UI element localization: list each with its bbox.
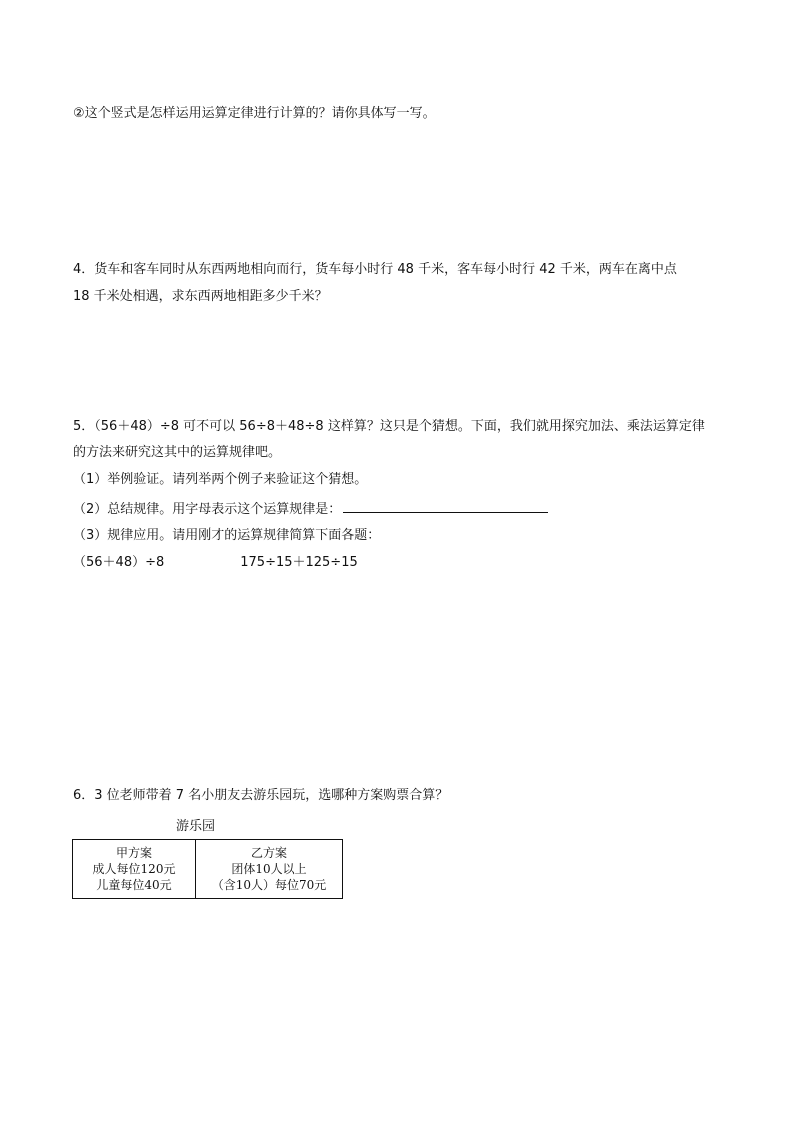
q4-text-line2: 18 千米处相遇，求东西两地相距多少千米？ — [73, 289, 328, 304]
plan-a-cell — [73, 840, 196, 898]
answer-blank — [343, 500, 548, 513]
q5-sub1: （1）举例验证。请列举两个例子来验证这个猜想。 — [73, 472, 368, 487]
plan-b-name: 乙方案 — [250, 846, 287, 860]
q4-text-line1: 4．货车和客车同时从东西两地相向而行，货车每小时行 48 千米，客车每小时行 42 千米，两车在离中点 — [73, 262, 677, 277]
q5-expressions — [73, 555, 358, 571]
plan-b-line1: 团体10人以上 — [231, 862, 307, 876]
q5-sub2-row — [73, 500, 548, 518]
q3-part2-text: ②这个竖式是怎样运用运算定律进行计算的？请你具体写一写。 — [73, 106, 436, 121]
table-title: 游乐园 — [176, 819, 216, 834]
q5-expr2: 175÷15＋125÷15 — [240, 555, 358, 570]
q5-sub2-text: （2）总结规律。用字母表示这个运算规律是： — [73, 502, 342, 517]
plan-table — [72, 839, 343, 899]
plan-b-cell — [196, 840, 342, 898]
plan-a-line1: 成人每位120元 — [92, 862, 176, 876]
q5-sub3: （3）规律应用。请用刚才的运算规律简算下面各题： — [73, 528, 381, 543]
q6-text-line1: 6．3 位老师带着 7 名小朋友去游乐园玩，选哪种方案购票合算？ — [73, 788, 449, 803]
plan-a-name: 甲方案 — [115, 846, 152, 860]
q5-text-line2: 的方法来研究这其中的运算规律吧。 — [73, 445, 282, 460]
plan-b-line2: （含10人）每位70元 — [211, 878, 327, 892]
q5-expr1: （56＋48）÷8 — [73, 555, 165, 570]
q5-text-line1: 5．（56＋48）÷8 可不可以 56÷8＋48÷8 这样算？这只是个猜想。下面，我们就用探究加法、乘法运算定律 — [73, 419, 705, 434]
plan-a-line2: 儿童每位40元 — [96, 878, 172, 892]
